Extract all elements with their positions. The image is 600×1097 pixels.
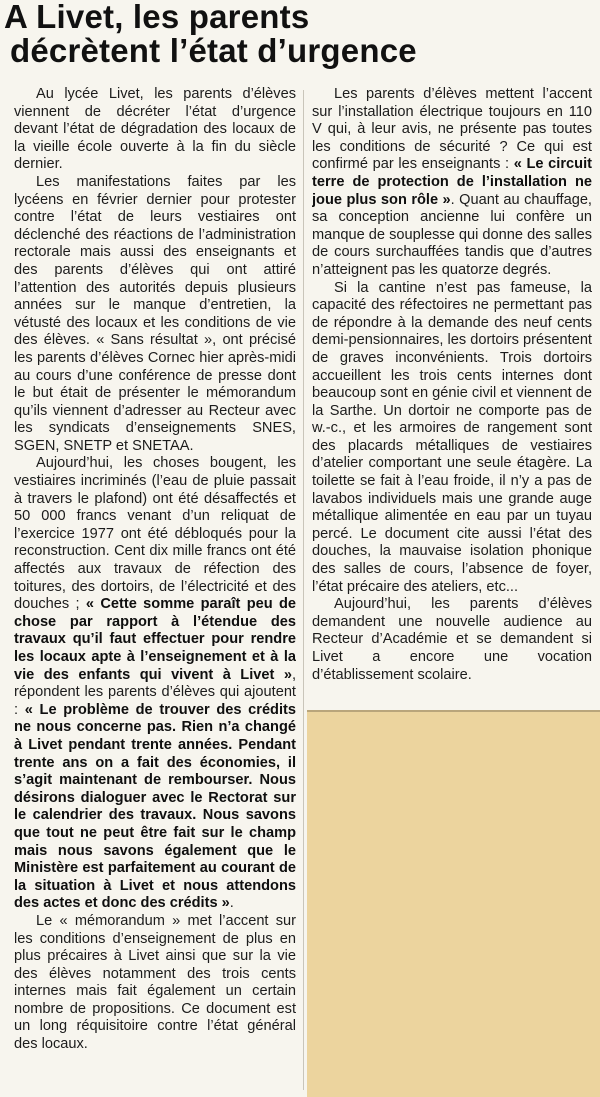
paragraph: Le « mémorandum » met l’accent sur les conditions d’enseignement de plus en plus précaires à Livet ainsi que sur la vie des élèves notamment des trois cents internes mais fait également un certain nombre de propositions. Ce document est un long réquisitoire contre l’état général des locaux. xyxy=(14,912,296,1053)
quote-bold: « Le circuit terre de protection de l’installation ne joue plus son rôle » xyxy=(312,156,592,208)
paragraph: Les manifestations faites par les lycéens en février dernier pour protester contre l’état de leurs vestiaires ont déclenché des réactions de l’administration rectorale mais aussi des enseignants et des parents d’élèves qui ont attiré l’attention des autorités depuis plusieurs années sur le manque d’entretien, la vétusté des locaux et les conditions de vie des élèves. « Sans résultat », ont précisé les parents d’élèves Cornec hier après-midi au cours d’une conférence de presse dont le but était de présenter le mémorandum qu’ils viennent d’adresser au Recteur avec les syndicats d’enseignements SNES, SGEN, SNETP et SNETAA. xyxy=(14,173,296,454)
paragraph-text: . xyxy=(229,895,234,912)
paragraph xyxy=(312,86,592,280)
paragraph-text: . Quant au chauffage, sa conception ancienne lui confère un manque de souplesse qui donne des salles de cours surchauffées tandis que d’autres n’atteignent pas les quatorze degrés. xyxy=(312,191,592,278)
right-column xyxy=(312,86,592,704)
headline-line-2: décrètent l’état d’urgence xyxy=(10,32,417,69)
paragraph-text: Aujourd’hui, les choses bougent, les vestiaires incriminés (l’eau de pluie passait à travers le plafond) ont été désaffectés et 50 000 francs venant d’un reliquat de l’exercice 1977 ont été débloqués pour la reconstruction. Cent dix mille francs ont été affectés aux travaux de réfection des toitures, des dortoirs, de l’électricité et des douches ; xyxy=(14,455,296,613)
article-headline xyxy=(0,0,600,78)
quote-bold: « Le problème de trouver des crédits ne nous concerne pas. Rien n’a changé à Livet pendant trente années. Pendant trente ans on a fait des économies, il s’agit maintenant de rembourser. Nous désirons dialoguer avec le Rectorat sur le calendrier des travaux. Nous savons que tout ne peut être fait sur le champ mais nous savons également que le Ministère est parfaitement au courant de la situation à Livet et nous attendons des actes et donc des crédits » xyxy=(14,701,296,912)
quote-bold: « Cette somme paraît peu de chose par rapport à l’étendue des travaux qu’il faut effectuer pour rendre les locaux apte à l’enseignement et à la vie des enfants qui vivent à Livet » xyxy=(14,596,296,683)
headline-line-1: A Livet, les parents xyxy=(4,0,310,35)
column-divider xyxy=(303,90,304,1090)
paragraph-text: , répondent les parents d’élèves qui ajoutent : xyxy=(14,666,296,718)
left-column xyxy=(14,86,296,1092)
backing-paper xyxy=(307,712,600,1097)
paragraph xyxy=(14,455,296,912)
paragraph-text: Les parents d’élèves mettent l’accent sur l’installation électrique toujours en 110 V qui, à leur avis, ne présente pas toutes les conditions de sécurité ? Ce qui est confirmé par les enseignants : xyxy=(312,86,592,173)
paragraph: Si la cantine n’est pas fameuse, la capacité des réfectoires ne permettant pas de répondre à la demande des neuf cents demi-pensionnaires, les dortoirs présentent de graves inconvénients. Trois dortoirs accueillent les trois cents internes dont beaucoup sont en génie civil et viennent de la Sarthe. Un dortoir ne comporte pas de w.-c., et les armoires de rangement sont des placards métalliques de vestiaires d’atelier comportant une seule étagère. La toilette se fait à l’eau froide, il n’y a pas de lavabos individuels mais une grande auge métallique alimentée en eau par un tuyau percé. Le document cite aussi l’état des douches, la mauvaise isolation phonique des salles de cours, l’absence de foyer, l’état précaire des ateliers, etc... xyxy=(312,279,592,595)
paragraph: Au lycée Livet, les parents d’élèves viennent de décréter l’état d’urgence devant l’état de dégradation des locaux de la vieille école ouverte à la fin du siècle dernier. xyxy=(14,86,296,173)
paragraph: Aujourd’hui, les parents d’élèves demandent une nouvelle audience au Recteur d’Académie et se demandent si Livet a encore une vocation d’établissement scolaire. xyxy=(312,596,592,683)
